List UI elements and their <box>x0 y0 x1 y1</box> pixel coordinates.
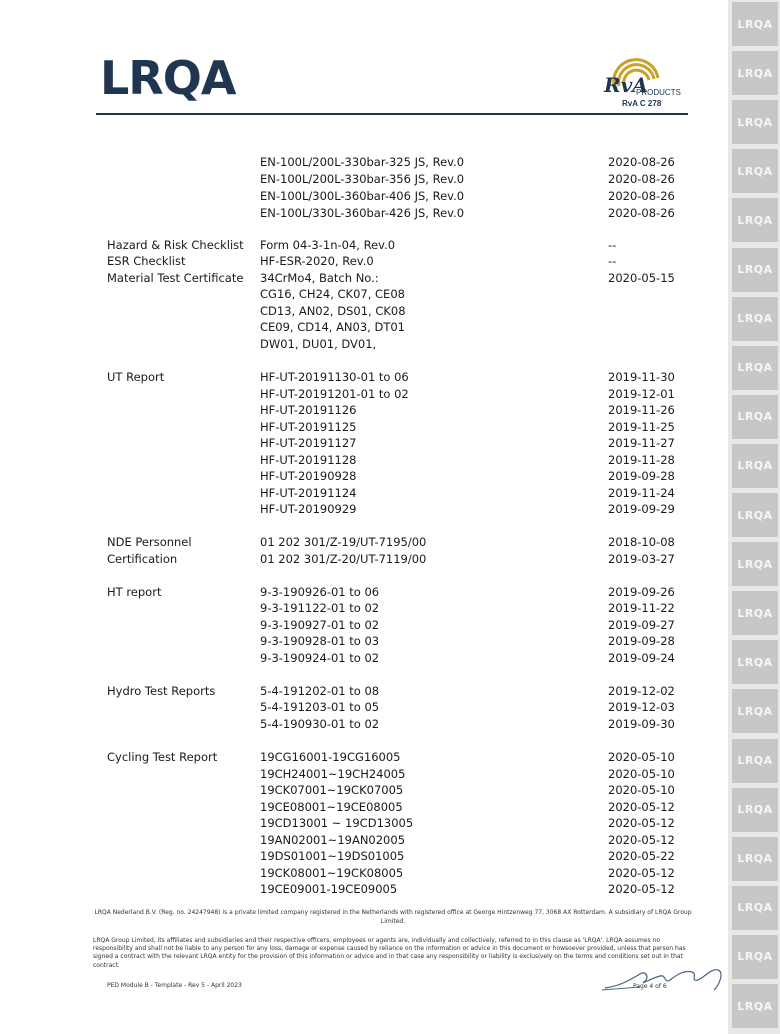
row-date: 2019-12-03 <box>608 700 675 714</box>
side-tab: LRQA <box>732 493 778 537</box>
row-date: 2018-10-08 <box>608 535 675 549</box>
side-tab: LRQA <box>732 149 778 193</box>
row-date: 2019-11-22 <box>608 601 675 615</box>
row-reference: 19DS01001~19DS01005 <box>260 849 405 863</box>
row-date: 2020-08-26 <box>608 172 675 186</box>
row-reference: 5-4-191203-01 to 05 <box>260 700 380 714</box>
row-date: 2020-05-12 <box>608 833 675 847</box>
side-tab: LRQA <box>732 346 778 390</box>
row-date: 2020-05-10 <box>608 767 675 781</box>
row-reference: 9-3-191122-01 to 02 <box>260 601 380 615</box>
row-label: UT Report <box>107 370 165 384</box>
row-label: ESR Checklist <box>107 254 186 268</box>
side-tab: LRQA <box>732 788 778 832</box>
row-reference: HF-UT-20191201-01 to 02 <box>260 387 409 401</box>
row-date: 2020-08-26 <box>608 155 675 169</box>
svg-text:RvA: RvA <box>604 73 648 97</box>
badge-rva-number: RvA C 278 <box>622 99 662 108</box>
row-reference: HF-UT-20190929 <box>260 502 357 516</box>
row-reference: HF-UT-20191130-01 to 06 <box>260 370 409 384</box>
side-tab: LRQA <box>732 444 778 488</box>
row-date: 2019-09-28 <box>608 634 675 648</box>
row-date: 2020-08-26 <box>608 189 675 203</box>
row-date: 2020-05-12 <box>608 882 675 896</box>
row-reference: 01 202 301/Z-19/UT-7195/00 <box>260 535 427 549</box>
side-tab: LRQA <box>732 837 778 881</box>
row-date: 2020-05-10 <box>608 750 675 764</box>
row-date: 2020-05-12 <box>608 800 675 814</box>
footer-template-ref: PED Module B - Template - Rev 5 - April 2023 <box>107 982 242 989</box>
row-reference: 34CrMo4, Batch No.: <box>260 271 379 285</box>
row-date: 2019-03-27 <box>608 552 675 566</box>
row-reference: 19CH24001~19CH24005 <box>260 767 406 781</box>
page-number: Page 4 of 6 <box>633 983 667 990</box>
row-date: 2019-11-26 <box>608 403 675 417</box>
row-label: Hazard & Risk Checklist <box>107 238 244 252</box>
row-reference: 9-3-190926-01 to 06 <box>260 585 380 599</box>
row-date: 2019-09-29 <box>608 502 675 516</box>
row-date: -- <box>608 254 617 268</box>
row-date: 2019-12-01 <box>608 387 675 401</box>
row-reference: HF-UT-20191126 <box>260 403 357 417</box>
footer-disclaimer: LRQA Group Limited, its affiliates and subsidiaries and their respective officers, employees or agents are, individually and collectively, referred to in this clause as 'LRQA'. LRQA assumes no responsibility and shall not be liable to any person for any loss, damage or expense caused by reliance on the information or advice in this document or howsoever provided, unless that person has signed a contract with the relevant LRQA entity for the provision of this information or advice and in that case any responsibility or liability is exclusively on the terms and conditions set out in that contract. <box>93 937 686 969</box>
row-label: Certification <box>107 552 178 566</box>
row-label: Material Test Certificate <box>107 271 244 285</box>
row-date: 2019-09-30 <box>608 717 675 731</box>
row-reference: 19CK08001~19CK08005 <box>260 866 404 880</box>
side-tab: LRQA <box>732 689 778 733</box>
side-tab: LRQA <box>732 739 778 783</box>
row-label: Cycling Test Report <box>107 750 218 764</box>
row-reference: HF-UT-20191125 <box>260 420 357 434</box>
row-reference: 9-3-190924-01 to 02 <box>260 651 380 665</box>
row-reference: HF-UT-20191127 <box>260 436 357 450</box>
row-date: 2019-11-27 <box>608 436 675 450</box>
row-date: 2020-05-15 <box>608 271 675 285</box>
row-reference: 19CG16001-19CG16005 <box>260 750 401 764</box>
row-reference: HF-UT-20191124 <box>260 486 357 500</box>
row-reference: 19CE09001-19CE09005 <box>260 882 398 896</box>
row-label: NDE Personnel <box>107 535 192 549</box>
row-reference: 01 202 301/Z-20/UT-7119/00 <box>260 552 427 566</box>
header-divider <box>96 113 688 115</box>
side-tab: LRQA <box>732 395 778 439</box>
row-reference: HF-ESR-2020, Rev.0 <box>260 254 374 268</box>
footer-company-note: LRQA Nederland B.V. (Reg. no. 24247948) is a private limited company registered in the Netherlands with registered office at George Hintzenweg 77, 3068 AX Rotterdam. A subsidiary of LRQA Group Limited. <box>94 909 692 925</box>
row-date: 2019-09-28 <box>608 469 675 483</box>
row-date: 2020-05-22 <box>608 849 675 863</box>
row-reference: CD13, AN02, DS01, CK08 <box>260 304 406 318</box>
side-tab-strip <box>728 0 780 1034</box>
side-tab: LRQA <box>732 2 778 46</box>
row-reference: DW01, DU01, DV01, <box>260 337 377 351</box>
row-reference: 19CD13001 ~ 19CD13005 <box>260 816 414 830</box>
handwritten-signature <box>600 960 730 994</box>
row-label: HT report <box>107 585 162 599</box>
row-reference: Form 04-3-1n-04, Rev.0 <box>260 238 396 252</box>
row-reference: EN-100L/200L-330bar-325 JS, Rev.0 <box>260 155 465 169</box>
row-reference: EN-100L/200L-330bar-356 JS, Rev.0 <box>260 172 465 186</box>
row-reference: CE09, CD14, AN03, DT01 <box>260 320 405 334</box>
side-tab: LRQA <box>732 100 778 144</box>
side-tab: LRQA <box>732 640 778 684</box>
row-reference: 9-3-190927-01 to 02 <box>260 618 380 632</box>
row-reference: EN-100L/300L-360bar-406 JS, Rev.0 <box>260 189 465 203</box>
row-date: -- <box>608 238 617 252</box>
row-date: 2019-11-30 <box>608 370 675 384</box>
row-date: 2020-05-12 <box>608 816 675 830</box>
row-date: 2019-11-24 <box>608 486 675 500</box>
row-date: 2019-09-26 <box>608 585 675 599</box>
side-tab: LRQA <box>732 51 778 95</box>
row-date: 2019-12-02 <box>608 684 675 698</box>
row-reference: HF-UT-20190928 <box>260 469 357 483</box>
row-reference: 5-4-190930-01 to 02 <box>260 717 380 731</box>
row-reference: 9-3-190928-01 to 03 <box>260 634 380 648</box>
side-tab: LRQA <box>732 984 778 1028</box>
row-label: Hydro Test Reports <box>107 684 216 698</box>
side-tab: LRQA <box>732 591 778 635</box>
row-reference: 19CK07001~19CK07005 <box>260 783 404 797</box>
side-tab: LRQA <box>732 886 778 930</box>
row-date: 2020-08-26 <box>608 206 675 220</box>
row-date: 2019-09-27 <box>608 618 675 632</box>
row-date: 2019-11-25 <box>608 420 675 434</box>
side-tab: LRQA <box>732 935 778 979</box>
row-reference: 19AN02001~19AN02005 <box>260 833 406 847</box>
lrqa-logo: LRQA <box>100 51 236 105</box>
side-tab: LRQA <box>732 198 778 242</box>
side-tab: LRQA <box>732 248 778 292</box>
row-date: 2020-05-12 <box>608 866 675 880</box>
row-date: 2020-05-10 <box>608 783 675 797</box>
row-reference: 5-4-191202-01 to 08 <box>260 684 380 698</box>
row-date: 2019-09-24 <box>608 651 675 665</box>
row-reference: HF-UT-20191128 <box>260 453 357 467</box>
badge-products-label: PRODUCTS <box>636 88 681 97</box>
row-reference: EN-100L/330L-360bar-426 JS, Rev.0 <box>260 206 465 220</box>
row-reference: 19CE08001~19CE08005 <box>260 800 403 814</box>
side-tab: LRQA <box>732 297 778 341</box>
row-date: 2019-11-28 <box>608 453 675 467</box>
side-tab: LRQA <box>732 542 778 586</box>
row-reference: CG16, CH24, CK07, CE08 <box>260 287 405 301</box>
